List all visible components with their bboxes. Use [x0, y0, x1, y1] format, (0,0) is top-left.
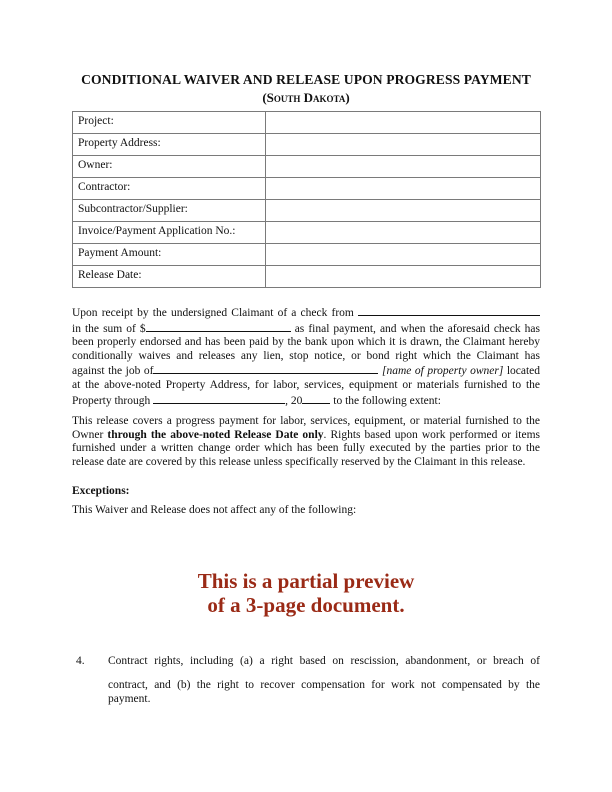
field-value[interactable] [266, 266, 541, 288]
table-row [73, 244, 541, 266]
exceptions-intro: This Waiver and Release does not affect any of the following: [72, 504, 357, 516]
table-row [73, 266, 541, 288]
field-value[interactable] [266, 156, 541, 178]
field-value[interactable] [266, 222, 541, 244]
table-row [73, 156, 541, 178]
year-blank[interactable] [302, 393, 330, 404]
field-value[interactable] [266, 200, 541, 222]
p1-line3: been properly endorsed and has been paid by the bank upon which it is drawn, the Claimant hereby [72, 336, 540, 349]
p1-line4: conditionally waives and releases any lien, stop notice, or bond right which the Claimant has [72, 349, 540, 362]
document-subtitle: (South Dakota) [262, 90, 350, 105]
field-label: Property Address: [73, 134, 266, 156]
job-blank[interactable] [153, 363, 378, 374]
p1-line6: at the above-noted Property Address, for labor, services, equipment or materials furnished to the [72, 378, 540, 391]
field-label: Invoice/Payment Application No.: [73, 222, 266, 244]
item4-clipped-line: 4. Contract rights, including (a) a right based on rescission, abandonment, or breach of [76, 655, 540, 667]
table-row [73, 222, 541, 244]
field-value[interactable] [266, 178, 541, 200]
payer-blank[interactable] [358, 305, 540, 316]
through-date-blank[interactable] [153, 393, 285, 404]
p1-line7: Property through , 20 to the following extent: [72, 394, 441, 407]
table-row [73, 178, 541, 200]
p1-line5: against the job of [name of property owner] located [72, 365, 541, 378]
field-value[interactable] [266, 134, 541, 156]
field-label: Subcontractor/Supplier: [73, 200, 266, 222]
partial-preview-notice [0, 569, 612, 617]
release-date-emphasis: through the above-noted Release Date only [107, 428, 324, 441]
p1-line1: Upon receipt by the undersigned Claimant of a check from [72, 305, 540, 321]
amount-blank[interactable] [146, 321, 291, 332]
preview-line-2: of a 3-page document. [207, 593, 405, 617]
field-label: Contractor: [73, 178, 266, 200]
field-label: Release Date: [73, 266, 266, 288]
paragraph-coverage: This release covers a progress payment for labor, services, equipment, or material furnished to the Owner through the above-noted Release Date only. Rights based upon work performed or items furnished under a written change order which has been fully executed by the parties prior to the release date are covered by this release unless specifically reserved by the Claimant in this release. [72, 415, 541, 468]
field-label: Owner: [73, 156, 266, 178]
paragraph-conditional-release [72, 305, 540, 408]
field-label: Payment Amount: [73, 244, 266, 266]
table-row [73, 112, 541, 134]
document-title: CONDITIONAL WAIVER AND RELEASE UPON PROGRESS PAYMENT [81, 72, 531, 87]
table-row [73, 134, 541, 156]
preview-line-1: This is a partial preview [197, 569, 415, 593]
property-owner-hint: [name of property owner] [382, 365, 504, 378]
field-value[interactable] [266, 244, 541, 266]
field-value[interactable] [266, 112, 541, 134]
p1-line2: in the sum of $ as final payment, and when the aforesaid check has [72, 322, 540, 335]
info-table [72, 111, 541, 288]
field-label: Project: [73, 112, 266, 134]
table-row [73, 200, 541, 222]
item4-text: contract, and (b) the right to recover compensation for work not compensated by the payment. [108, 679, 540, 705]
exception-item-4 [72, 679, 540, 706]
exceptions-heading: Exceptions: [72, 485, 130, 497]
